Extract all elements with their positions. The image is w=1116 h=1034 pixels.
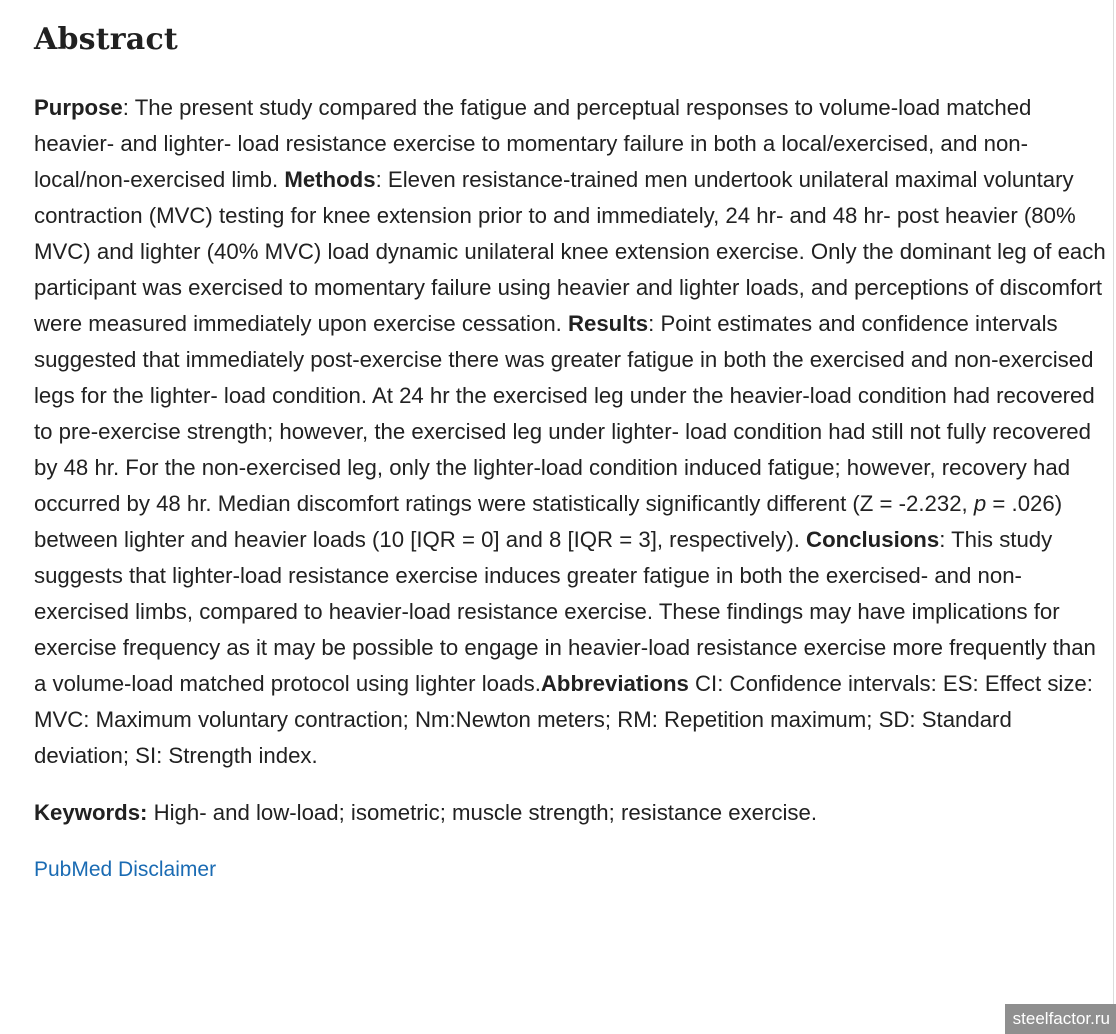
page-edge-divider: [1113, 0, 1114, 1034]
results-text: : Point estimates and confidence intervals suggested that immediately post-exercise there was greater fatigue in both the exercised and non-exercised legs for the lighter- load condition. At 24 hr the exercised leg under the heavier-load condition had recovered to pre-exercise strength; however, the exercised leg under lighter- load condition had still not fully recovered by 48 hr. For the non-exercised leg, only the lighter-load condition induced fatigue; however, recovery had occurred by 48 hr. Median discomfort ratings were statistically significantly different (Z = -2.232,: [34, 311, 1095, 516]
results-label: Results: [567, 311, 649, 336]
watermark-badge: steelfactor.ru: [1005, 1004, 1116, 1034]
abbreviations-text: CI: Confidence intervals: ES: Effect size: MVC: Maximum voluntary contraction; Nm:Newton meters; RM: Repetition maximum; SD: Standard deviation; SI: Strength index.: [34, 671, 1093, 768]
abstract-body: [34, 90, 1106, 774]
keywords-label: Keywords:: [34, 800, 148, 825]
results-text-continued: = .026) between lighter and heavier loads (10 [IQR = 0] and 8 [IQR = 3], respectively).: [34, 491, 1063, 552]
abstract-section: [34, 18, 1106, 885]
purpose-label: Purpose: [34, 95, 123, 120]
conclusions-text: : This study suggests that lighter-load resistance exercise induces greater fatigue in both the exercised- and non-exercised limbs, compared to heavier-load resistance exercise. These findings may have implications for exercise frequency as it may be possible to engage in heavier-load resistance exercise more frequently than a volume-load matched protocol using lighter loads.: [34, 527, 1096, 696]
methods-label: Methods: [284, 167, 376, 192]
keywords-text: High- and low-load; isometric; muscle strength; resistance exercise.: [147, 800, 818, 825]
keywords-line: [34, 795, 1106, 831]
conclusions-label: Conclusions: [806, 527, 940, 552]
abstract-heading: Abstract: [34, 22, 178, 57]
abbreviations-label: Abbreviations: [540, 671, 689, 696]
purpose-text: : The present study compared the fatigue and perceptual responses to volume-load matched heavier- and lighter- load resistance exercise to momentary failure in both a local/exercised, and non-local/non-exercised limb.: [34, 95, 1032, 192]
p-value-symbol: p: [973, 491, 987, 516]
pubmed-disclaimer-link[interactable]: PubMed Disclaimer: [34, 858, 217, 881]
methods-text: : Eleven resistance-trained men undertook unilateral maximal voluntary contraction (MVC) testing for knee extension prior to and immediately, 24 hr- and 48 hr- post heavier (80% MVC) and lighter (40% MVC) load dynamic unilateral knee extension exercise. Only the dominant leg of each participant was exercised to momentary failure using heavier and lighter loads, and perceptions of discomfort were measured immediately upon exercise cessation.: [34, 167, 1106, 336]
